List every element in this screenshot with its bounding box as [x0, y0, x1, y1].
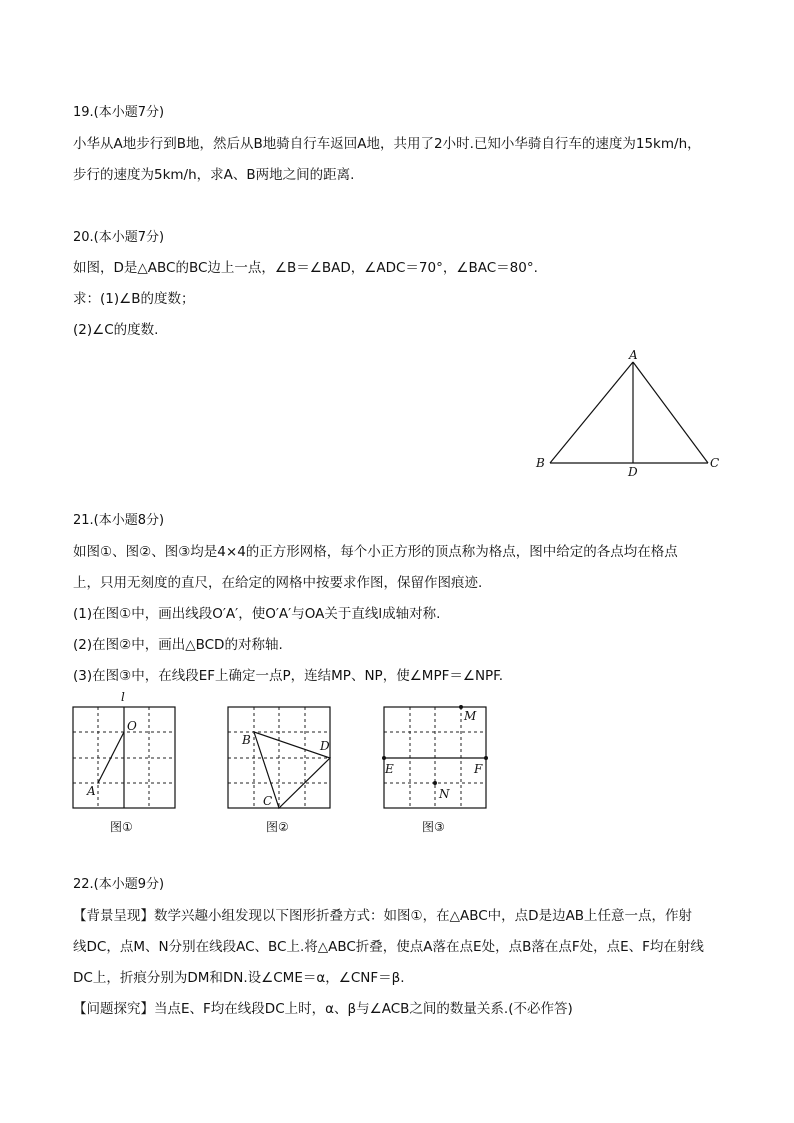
point-n — [433, 781, 437, 785]
q19-line-1: 小华从A地步行到B地，然后从B地骑自行车返回A地，共用了2小时.已知小华骑自行车的速度为15km/h， — [73, 136, 701, 152]
q21-figure-2 — [220, 698, 340, 813]
point-f — [484, 756, 488, 760]
label-c: C — [263, 794, 273, 808]
q21-line-2: 上，只用无刻度的直尺，在给定的网格中按要求作图，保留作图痕迹. — [73, 575, 483, 591]
q21-line-4: (2)在图②中，画出△BCD的对称轴. — [73, 637, 283, 653]
segment-ac — [633, 362, 708, 463]
q20-line-3: (2)∠C的度数. — [73, 322, 159, 338]
q22-header: 22.(本小题9分) — [73, 877, 165, 892]
q21-figure-3 — [376, 698, 498, 813]
label-l: l — [121, 690, 125, 704]
q20-line-1: 如图，D是△ABC的BC边上一点，∠B＝∠BAD，∠ADC＝70°，∠BAC＝80°. — [73, 260, 538, 276]
q21-line-1: 如图①、图②、图③均是4×4的正方形网格，每个小正方形的顶点称为格点，图中给定的各点均在格点 — [73, 544, 678, 560]
q22-line-3: DC上，折痕分别为DM和DN.设∠CME＝α，∠CNF＝β. — [73, 970, 405, 986]
label-f: F — [474, 762, 483, 776]
q19-header: 19.(本小题7分) — [73, 105, 165, 120]
q20-triangle-figure — [530, 345, 730, 480]
q21-header: 21.(本小题8分) — [73, 513, 165, 528]
label-a: A — [629, 348, 638, 362]
point-m — [459, 705, 463, 709]
label-d: D — [320, 739, 330, 753]
label-m: M — [464, 709, 477, 723]
q22-line-4: 【问题探究】当点E、F均在线段DC上时，α、β与∠ACB之间的数量关系.(不必作答) — [73, 1001, 573, 1017]
label-d: D — [628, 465, 638, 479]
label-n: N — [439, 787, 450, 801]
label-c: C — [710, 456, 720, 470]
label-a: A — [87, 784, 96, 798]
figure-2-caption: 图② — [266, 820, 289, 834]
q21-line-3: (1)在图①中，画出线段O′A′，使O′A′与OA关于直线l成轴对称. — [73, 606, 441, 622]
label-e: E — [385, 762, 394, 776]
q22-line-2: 线DC，点M、N分别在线段AC、BC上.将△ABC折叠，使点A落在点E处，点B落在点F处，点E、F均在射线 — [73, 939, 704, 955]
figure-3-caption: 图③ — [422, 820, 445, 834]
segment-ab — [550, 362, 633, 463]
q21-figure-1 — [65, 688, 185, 813]
figure-1-caption: 图① — [110, 820, 133, 834]
label-o: O — [127, 719, 137, 733]
label-b: B — [536, 456, 545, 470]
q22-line-1: 【背景呈现】数学兴趣小组发现以下图形折叠方式：如图①，在△ABC中，点D是边AB上任意一点，作射 — [73, 908, 693, 924]
q20-line-2: 求：(1)∠B的度数； — [73, 291, 195, 307]
point-e — [382, 756, 386, 760]
q20-header: 20.(本小题7分) — [73, 230, 165, 245]
q19-line-2: 步行的速度为5km/h，求A、B两地之间的距离. — [73, 167, 355, 183]
segment-oa — [98, 732, 124, 783]
q21-line-5: (3)在图③中，在线段EF上确定一点P，连结MP、NP，使∠MPF＝∠NPF. — [73, 668, 504, 684]
label-b: B — [242, 733, 251, 747]
